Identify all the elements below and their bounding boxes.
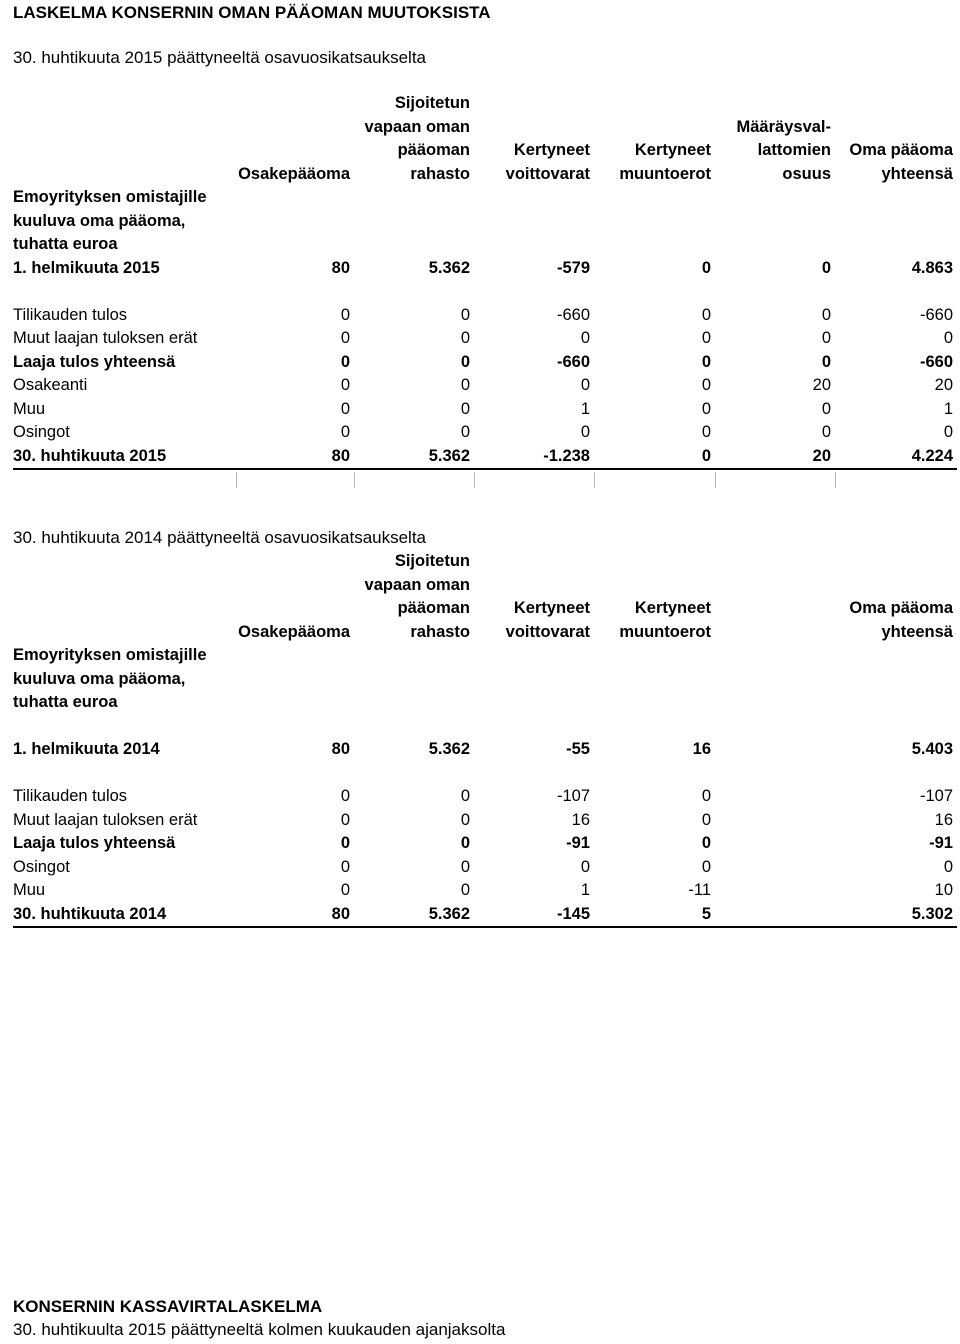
cell-value: 0	[460, 305, 470, 324]
cell-value: 0	[460, 423, 470, 441]
row-label: Tilikauden tulos	[13, 305, 128, 324]
cell-value: 0	[340, 857, 350, 876]
table-row	[13, 374, 957, 398]
cell-value: -107	[919, 787, 953, 805]
cell-value: -145	[474, 903, 594, 928]
row-header-line3: tuhatta euroa	[13, 693, 118, 711]
cell-value: 0	[821, 423, 831, 441]
cell-value: 0	[821, 352, 831, 371]
column-divider-tick	[835, 472, 836, 488]
col-header-muuntoerot: Kertyneet muuntoerot	[619, 599, 711, 641]
table-row	[13, 421, 957, 445]
cell-value: 0	[460, 329, 470, 347]
table-row	[13, 257, 957, 281]
table-row	[13, 445, 957, 470]
col-header-empty	[715, 550, 835, 644]
col-header-voittovarat: Kertyneet voittovarat	[505, 599, 590, 641]
row-label: Laaja tulos yhteensä	[13, 352, 176, 371]
equity-table-2015	[13, 92, 957, 470]
cell-value: 0	[701, 376, 711, 394]
table-row	[13, 879, 957, 903]
row-header-line1: Emoyrityksen omistajille	[13, 188, 207, 206]
cell-value: 0	[701, 352, 711, 371]
cell-value: 1	[580, 399, 590, 418]
cell-value: 1	[943, 399, 953, 418]
cashflow-title: KONSERNIN KASSAVIRTALASKELMA	[13, 1297, 323, 1316]
row-label: 1. helmikuuta 2015	[13, 258, 160, 277]
cell-value: 0	[460, 810, 470, 829]
cell-value: -579	[556, 258, 590, 277]
row-label: Osingot	[13, 857, 70, 876]
header-blank	[13, 92, 236, 186]
cell-value: 5.362	[354, 445, 474, 470]
cell-value: 0	[580, 857, 590, 876]
row-header-line3: tuhatta euroa	[13, 235, 118, 253]
cell-value: 0	[701, 810, 711, 829]
cell-value: 0	[580, 423, 590, 441]
cell-value: 0	[460, 399, 470, 418]
row-label: Muu	[13, 399, 46, 418]
cell-value: -660	[556, 305, 590, 324]
cell-value: 0	[594, 445, 715, 470]
cell-value: 0	[460, 376, 470, 394]
cell-value: 16	[934, 810, 953, 829]
table-row	[13, 351, 957, 375]
cell-value: 0	[340, 810, 350, 829]
cell-value: 0	[460, 834, 470, 852]
cell-value: 16	[571, 810, 590, 829]
row-label: Tilikauden tulos	[13, 787, 128, 805]
cell-value: 0	[701, 787, 711, 805]
cell-value: 0	[340, 834, 350, 852]
cell-value: -107	[556, 787, 590, 805]
cell-value: -91	[566, 834, 590, 852]
cell-value: 20	[715, 445, 835, 470]
table-row	[13, 903, 957, 928]
column-divider-tick	[474, 472, 475, 488]
table-row	[13, 856, 957, 880]
cell-value: 16	[692, 740, 711, 758]
cell-value: -660	[556, 352, 590, 371]
cell-value: 20	[934, 376, 953, 394]
page-title: LASKELMA KONSERNIN OMAN PÄÄOMAN MUUTOKSISTA	[13, 3, 491, 22]
cell-value: 0	[701, 834, 711, 852]
cell-value: 0	[340, 352, 350, 371]
cell-value: 5.403	[911, 740, 953, 758]
cell-value: 0	[943, 329, 953, 347]
cell-value: 5.362	[428, 258, 470, 277]
col-header-yhteensa: Oma pääoma yhteensä	[849, 599, 953, 641]
table-row	[13, 785, 957, 809]
cell-value: 0	[821, 258, 831, 277]
cell-value: 0	[340, 329, 350, 347]
cell-value: 1	[580, 881, 590, 899]
cell-value: 20	[812, 376, 831, 394]
section-2015-subtitle: 30. huhtikuuta 2015 päättyneeltä osavuosikatsaukselta	[13, 48, 427, 67]
cell-value: 0	[701, 399, 711, 418]
col-header-muuntoerot: Kertyneet muuntoerot	[619, 141, 711, 183]
cell-value: 0	[460, 787, 470, 805]
cell-value: 4.863	[911, 258, 953, 277]
equity-table-2014	[13, 550, 957, 928]
cell-value: 0	[701, 423, 711, 441]
cell-value: -11	[688, 881, 711, 899]
cell-value: 0	[340, 881, 350, 899]
cell-value	[715, 809, 835, 833]
row-label: Muu	[13, 881, 46, 899]
column-divider-tick	[715, 472, 716, 488]
column-divider-tick	[354, 472, 355, 488]
column-divider-tick	[236, 472, 237, 488]
header-blank	[13, 550, 236, 644]
col-header-sijoitetun: Sijoitetun vapaan oman pääoman rahasto	[364, 94, 470, 183]
col-header-sijoitetun: Sijoitetun vapaan oman pääoman rahasto	[364, 552, 470, 641]
row-label: Osingot	[13, 423, 70, 441]
cell-value: 5.362	[354, 903, 474, 928]
col-header-voittovarat: Kertyneet voittovarat	[505, 141, 590, 183]
cell-value: 0	[340, 787, 350, 805]
col-header-yhteensa: Oma pääoma yhteensä	[849, 141, 953, 183]
table-row	[13, 738, 957, 762]
cell-value	[715, 832, 835, 856]
column-divider-tick	[594, 472, 595, 488]
cell-value	[715, 903, 835, 928]
cell-value: 0	[701, 258, 711, 277]
table-row	[13, 809, 957, 833]
cell-value: 80	[236, 903, 354, 928]
cell-value	[715, 856, 835, 880]
cell-value	[715, 879, 835, 903]
cell-value: 0	[821, 305, 831, 324]
table-row	[13, 832, 957, 856]
cell-value: 0	[580, 329, 590, 347]
cell-value: 5.302	[835, 903, 957, 928]
row-label: 1. helmikuuta 2014	[13, 740, 160, 758]
row-label: 30. huhtikuuta 2015	[13, 445, 236, 470]
table-row	[13, 304, 957, 328]
row-label: Osakeanti	[13, 376, 88, 394]
cell-value: 0	[340, 423, 350, 441]
cell-value: -660	[919, 352, 953, 371]
cell-value: 0	[943, 423, 953, 441]
row-label: Laaja tulos yhteensä	[13, 834, 176, 852]
cell-value: 0	[460, 881, 470, 899]
cell-value: 0	[460, 352, 470, 371]
cell-value: 5	[594, 903, 715, 928]
table-row	[13, 327, 957, 351]
cell-value: 0	[701, 305, 711, 324]
row-header-line1: Emoyrityksen omistajille	[13, 646, 207, 664]
cell-value: 0	[701, 857, 711, 876]
cell-value: 80	[236, 445, 354, 470]
cell-value: 0	[701, 329, 711, 347]
cell-value: 0	[460, 857, 470, 876]
col-header-osakepaaoma: Osakepääoma	[238, 622, 350, 641]
row-label: 30. huhtikuuta 2014	[13, 903, 236, 928]
cell-value: 0	[821, 399, 831, 418]
cell-value: 0	[821, 329, 831, 347]
cell-value: -660	[919, 305, 953, 324]
cell-value: 5.362	[428, 740, 470, 758]
row-label: Muut laajan tuloksen erät	[13, 810, 198, 829]
cell-value: 0	[340, 399, 350, 418]
cell-value: -1.238	[474, 445, 594, 470]
row-header-line2: kuuluva oma pääoma,	[13, 669, 186, 688]
table-row	[13, 398, 957, 422]
cell-value: 80	[331, 258, 350, 277]
cell-value: 4.224	[835, 445, 957, 470]
cashflow-subtitle: 30. huhtikuulta 2015 päättyneeltä kolmen kuukauden ajanjaksolta	[13, 1320, 506, 1339]
cell-value: 0	[580, 376, 590, 394]
cell-value: -55	[566, 740, 590, 758]
col-header-maaraysvallattomien: Määräysval- lattomien osuus	[736, 117, 831, 183]
cell-value: 0	[340, 305, 350, 324]
row-label: Muut laajan tuloksen erät	[13, 329, 198, 347]
cell-value: -91	[929, 834, 953, 852]
cell-value: 10	[934, 881, 953, 899]
cell-value	[715, 738, 835, 762]
cell-value: 80	[331, 740, 350, 758]
col-header-osakepaaoma: Osakepääoma	[238, 164, 350, 183]
section-2014-subtitle: 30. huhtikuuta 2014 päättyneeltä osavuosikatsaukselta	[13, 528, 427, 547]
cell-value: 0	[943, 857, 953, 876]
cell-value	[715, 785, 835, 809]
row-header-line2: kuuluva oma pääoma,	[13, 211, 186, 230]
cell-value: 0	[340, 376, 350, 394]
